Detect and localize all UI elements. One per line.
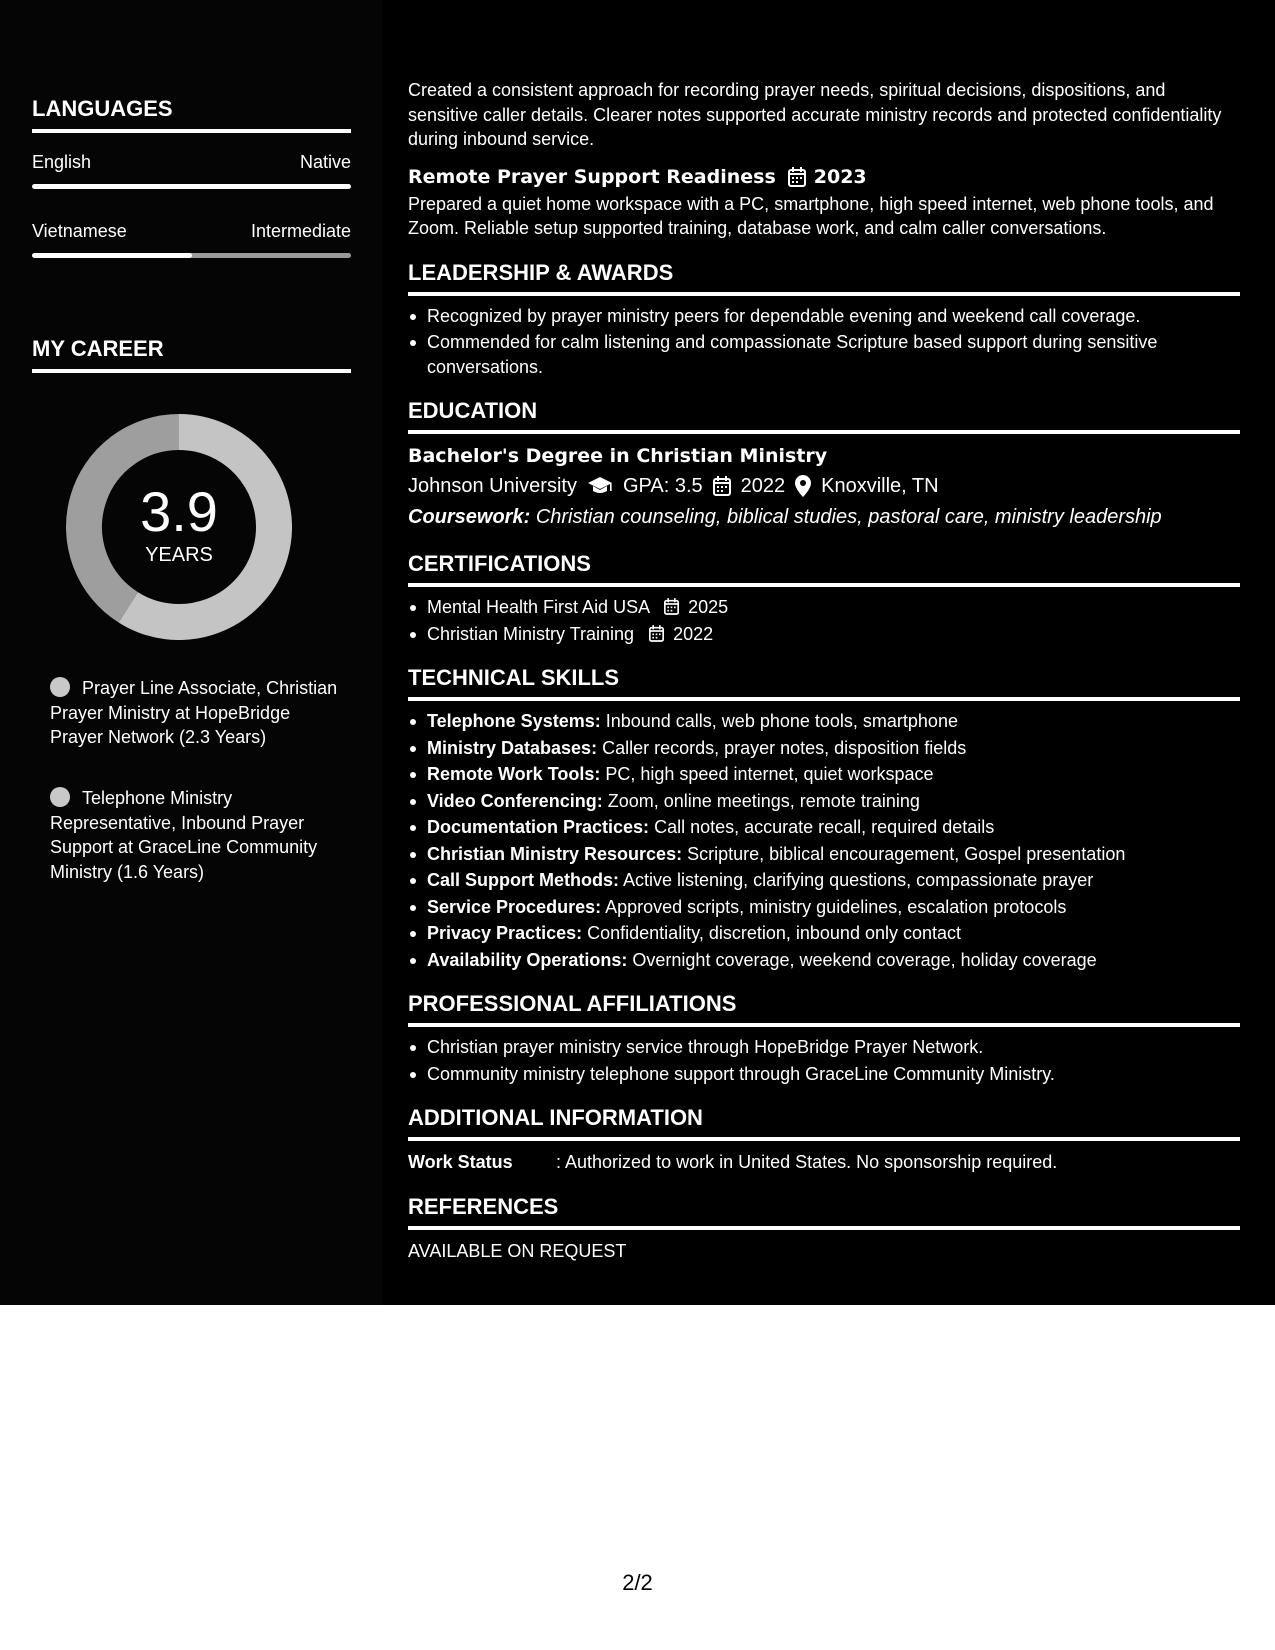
languages-heading: LANGUAGES xyxy=(32,96,351,133)
language-name: English xyxy=(32,152,92,172)
project-description: Prepared a quiet home workspace with a PC, smartphone, high speed internet, web phone tools, and Zoom. Reliable setup supported training, database work, and calm caller conversations. xyxy=(408,193,1214,238)
certification-item xyxy=(408,595,1240,620)
certification-year: 2022 xyxy=(673,623,714,644)
language-proficiency-fill xyxy=(32,184,351,189)
skill-label: Documentation Practices: xyxy=(427,817,650,837)
language-level: Native xyxy=(299,152,351,172)
career-legend-text: Prayer Line Associate, Christian Prayer Ministry at HopeBridge Prayer Network (2.3 Years) xyxy=(50,678,338,747)
skill-value: Caller records, prayer notes, disposition fields xyxy=(602,737,967,758)
education-location: Knoxville, TN xyxy=(821,475,939,497)
project-year: 2023 xyxy=(813,165,867,188)
language-row-vietnamese xyxy=(32,221,351,242)
leadership-heading: LEADERSHIP & AWARDS xyxy=(408,259,1240,296)
skill-label: Ministry Databases: xyxy=(427,737,598,758)
skills-list xyxy=(408,709,1240,972)
language-proficiency-bar xyxy=(32,253,351,258)
references-text: AVAILABLE ON REQUEST xyxy=(408,1241,627,1261)
skill-label: Privacy Practices: xyxy=(427,923,583,943)
certification-name: Christian Ministry Training xyxy=(427,623,635,644)
work-status-label: Work Status xyxy=(408,1152,513,1172)
career-legend-dot xyxy=(50,677,70,697)
certification-year: 2025 xyxy=(688,597,729,617)
project-title-row xyxy=(408,164,1240,190)
education-school: Johnson University xyxy=(408,475,577,497)
additional-info-heading: ADDITIONAL INFORMATION xyxy=(408,1104,1240,1141)
list-item: Christian prayer ministry service through HopeBridge Prayer Network. xyxy=(408,1035,1240,1060)
education-coursework xyxy=(408,502,1240,532)
career-donut-center xyxy=(66,414,292,640)
skill-value: Inbound calls, web phone tools, smartphone xyxy=(605,711,958,731)
skill-label: Telephone Systems: xyxy=(427,711,601,731)
calendar-icon xyxy=(713,476,731,496)
location-pin-icon xyxy=(795,475,811,497)
career-total-unit: YEARS xyxy=(145,543,213,566)
main-content xyxy=(408,78,1240,1264)
education-degree: Bachelor's Degree in Christian Ministry xyxy=(408,445,828,467)
page-number: 2/2 xyxy=(622,1570,653,1595)
skill-label: Remote Work Tools: xyxy=(427,764,601,784)
experience-paragraph: Created a consistent approach for recording prayer needs, spiritual decisions, dispositions, and sensitive caller details. Clearer notes supported accurate ministry records and protected confidentiality during inbound service. xyxy=(408,80,1222,149)
coursework-text: Christian counseling, biblical studies, pastoral care, ministry leadership xyxy=(535,506,1162,528)
skill-item xyxy=(408,868,1240,893)
career-donut-chart xyxy=(66,414,292,640)
sidebar xyxy=(0,0,382,1305)
graduation-cap-icon xyxy=(587,476,613,496)
skill-value: Active listening, clarifying questions, compassionate prayer xyxy=(623,870,1094,890)
skill-value: Scripture, biblical encouragement, Gospel presentation xyxy=(687,843,1126,864)
skill-item xyxy=(408,921,1240,946)
education-year: 2022 xyxy=(740,475,786,497)
list-item: Commended for calm listening and compassionate Scripture based support during sensitive conversations. xyxy=(408,330,1240,379)
work-status-value: : Authorized to work in United States. No sponsorship required. xyxy=(556,1152,1058,1172)
skill-item xyxy=(408,815,1240,840)
skills-heading: TECHNICAL SKILLS xyxy=(408,664,1240,701)
certifications-heading: CERTIFICATIONS xyxy=(408,550,1240,587)
skill-item xyxy=(408,736,1240,761)
list-item: Community ministry telephone support through GraceLine Community Ministry. xyxy=(408,1062,1240,1087)
skill-item xyxy=(408,789,1240,814)
skill-label: Christian Ministry Resources: xyxy=(427,843,683,864)
career-legend-text: Telephone Ministry Representative, Inbound Prayer Support at GraceLine Community Ministry (1.6 Years) xyxy=(50,788,318,882)
skill-value: Zoom, online meetings, remote training xyxy=(607,790,920,811)
references-heading: REFERENCES xyxy=(408,1193,1240,1230)
language-proficiency-bar xyxy=(32,184,351,189)
skill-value: PC, high speed internet, quiet workspace xyxy=(605,764,934,784)
skill-label: Service Procedures: xyxy=(427,896,602,917)
skill-item xyxy=(408,842,1240,867)
language-proficiency-fill xyxy=(32,253,192,258)
career-legend-item xyxy=(50,676,340,750)
education-heading: EDUCATION xyxy=(408,397,1240,434)
coursework-label: Coursework: xyxy=(408,506,531,528)
career-legend-item xyxy=(50,786,340,884)
skill-item xyxy=(408,709,1240,734)
work-status-row xyxy=(408,1149,1240,1175)
affiliations-list xyxy=(408,1035,1240,1086)
skill-value: Approved scripts, ministry guidelines, escalation protocols xyxy=(605,896,1067,917)
skill-label: Video Conferencing: xyxy=(427,790,603,811)
education-gpa: GPA: 3.5 xyxy=(622,475,703,497)
career-total-value: 3.9 xyxy=(140,479,218,543)
certification-name: Mental Health First Aid USA xyxy=(427,597,650,617)
calendar-icon xyxy=(649,625,664,642)
list-item: Recognized by prayer ministry peers for dependable evening and weekend call coverage. xyxy=(408,304,1240,329)
skill-value: Confidentiality, discretion, inbound only contact xyxy=(587,923,962,943)
language-row-english xyxy=(32,152,351,173)
certification-item xyxy=(408,622,1240,647)
career-legend-dot xyxy=(50,787,70,807)
career-heading: MY CAREER xyxy=(32,336,351,373)
calendar-icon xyxy=(788,167,806,187)
project-title: Remote Prayer Support Readiness xyxy=(408,165,776,188)
calendar-icon xyxy=(664,598,679,615)
leadership-list xyxy=(408,304,1240,380)
skill-item xyxy=(408,948,1240,973)
language-name: Vietnamese xyxy=(32,221,127,241)
skill-value: Call notes, accurate recall, required details xyxy=(654,817,995,837)
skill-value: Overnight coverage, weekend coverage, holiday coverage xyxy=(632,949,1097,970)
certifications-list xyxy=(408,595,1240,646)
skill-label: Availability Operations: xyxy=(427,949,628,970)
skill-label: Call Support Methods: xyxy=(427,870,619,890)
skill-item xyxy=(408,895,1240,920)
affiliations-heading: PROFESSIONAL AFFILIATIONS xyxy=(408,990,1240,1027)
language-level: Intermediate xyxy=(250,221,351,241)
skill-item xyxy=(408,762,1240,787)
education-meta-row xyxy=(408,470,1240,502)
